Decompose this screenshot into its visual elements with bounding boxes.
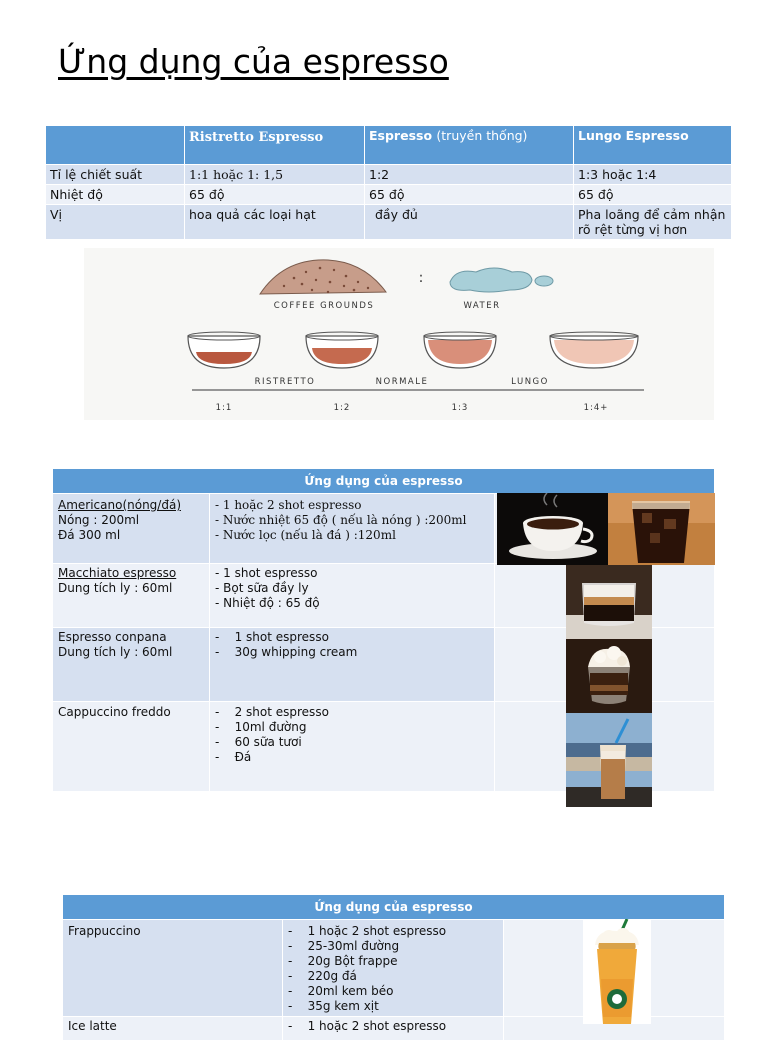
iced-americano-photo [608, 493, 715, 565]
cappuccino-freddo-photo [566, 713, 652, 807]
recipe-line: - Nhiệt độ : 65 độ [215, 596, 320, 610]
recipe-line: - 1 shot espresso [215, 630, 329, 644]
coffee-grounds-image [260, 260, 386, 294]
water-label: WATER [463, 301, 501, 311]
ratio-header-ristretto: Ristretto Espresso [185, 126, 365, 165]
recipe-line: - 1 hoặc 2 shot espresso [215, 498, 362, 512]
ratio-header-espresso [365, 126, 574, 165]
cup-label-ristretto: RISTRETTO [254, 377, 316, 387]
recipe-line: - 10ml đường [215, 720, 307, 734]
ratio-row [46, 185, 732, 205]
drink-detail: Dung tích ly : 60ml [58, 645, 173, 659]
recipe-line: - 60 sữa tươi [215, 735, 302, 749]
drink-recipe-cell [210, 494, 495, 564]
page-title: Ứng dụng của espresso [58, 42, 449, 81]
ratio-header-lungo: Lungo Espresso [574, 126, 732, 165]
extraction-ratio-illustration [84, 248, 714, 420]
recipe-line: - Bọt sữa đầy ly [215, 581, 309, 595]
drink-recipe-cell [283, 1017, 504, 1041]
drink-recipe-cell [210, 702, 495, 792]
ratio-header-espresso-sub: (truyền thống) [436, 128, 528, 143]
ratio-1-3: 1:3 [451, 403, 469, 413]
ratio-row [46, 205, 732, 240]
cup-label-normale: NORMALE [375, 377, 429, 387]
hot-americano-photo [497, 493, 608, 565]
drink-name: Americano(nóng/đá) [58, 498, 181, 512]
water-image [450, 268, 553, 292]
ratio-table-header-row [46, 126, 732, 165]
ratio-header-empty [46, 126, 185, 165]
drink-recipe-cell [210, 628, 495, 702]
recipe-line: - 20ml kem béo [288, 984, 394, 998]
drink-detail: Đá 300 ml [58, 528, 121, 542]
ratio-colon: : [418, 270, 424, 286]
coffee-grounds-label: COFFEE GROUNDS [273, 301, 375, 311]
ratio-cell: 1:2 [365, 165, 574, 185]
drink-detail: Dung tích ly : 60ml [58, 581, 173, 595]
ratio-1-1: 1:1 [215, 403, 233, 413]
drink-recipe-cell [283, 920, 504, 1017]
extraction-ratio-table [46, 126, 732, 240]
table-header-row [53, 469, 715, 494]
recipe-line: - 35g kem xịt [288, 999, 379, 1013]
ratio-cell: Pha loãng để cảm nhận rõ rệt từng vị hơn [574, 205, 732, 240]
drink-name-cell [63, 1017, 283, 1041]
drink-name-cell [53, 628, 210, 702]
drink-name: Frappuccino [68, 924, 141, 938]
drink-name-cell [53, 702, 210, 792]
recipe-line: - 1 hoặc 2 shot espresso [288, 924, 447, 938]
recipe-line: - 1 hoặc 2 shot espresso [288, 1019, 447, 1033]
ratio-1-4-plus: 1:4+ [583, 403, 609, 413]
normale-cup-image [306, 332, 378, 368]
ratio-cell: đầy đủ [365, 205, 574, 240]
recipe-line: - 2 shot espresso [215, 705, 329, 719]
con-panna-photo [566, 639, 652, 713]
ratio-cell: 65 độ [574, 185, 732, 205]
recipe-line: - 220g đá [288, 969, 357, 983]
drink-name: Ice latte [68, 1019, 117, 1033]
ratio-row [46, 165, 732, 185]
ratio-cell: hoa quả các loại hạt [185, 205, 365, 240]
ratio-1-2: 1:2 [333, 403, 351, 413]
drink-name-cell [63, 920, 283, 1017]
frappuccino-photo [583, 919, 651, 1024]
drink-name-cell [53, 564, 210, 628]
drink-name-cell [53, 494, 210, 564]
ratio-cell: 65 độ [365, 185, 574, 205]
drink-name: Macchiato espresso [58, 566, 177, 580]
recipe-line: - Nước nhiệt 65 độ ( nếu là nóng ) :200ml [215, 513, 467, 527]
table-header-row [63, 895, 725, 920]
ratio-row-label: Nhiệt độ [46, 185, 185, 205]
ratio-cell: 1:1 hoặc 1: 1,5 [185, 165, 365, 185]
ratio-row-label: Vị [46, 205, 185, 240]
drink-name: Espresso conpana [58, 630, 167, 644]
ratio-cell: 65 độ [185, 185, 365, 205]
macchiato-photo [566, 565, 652, 639]
table-header: Ứng dụng của espresso [63, 895, 725, 920]
recipe-line: - 25-30ml đường [288, 939, 400, 953]
ratio-header-espresso-main: Espresso [369, 128, 433, 143]
cup-label-lungo: LUNGO [511, 377, 549, 387]
recipe-line: - Nước lọc (nếu là đá ) :120ml [215, 528, 396, 542]
drink-recipe-cell [210, 564, 495, 628]
recipe-line: - 30g whipping cream [215, 645, 358, 659]
recipe-line: - Đá [215, 750, 252, 764]
recipe-line: - 20g Bột frappe [288, 954, 398, 968]
lungo-plus-cup-image [550, 332, 638, 368]
ratio-cell: 1:3 hoặc 1:4 [574, 165, 732, 185]
recipe-line: - 1 shot espresso [215, 566, 318, 580]
drink-detail: Nóng : 200ml [58, 513, 140, 527]
table-header: Ứng dụng của espresso [53, 469, 715, 494]
ratio-row-label: Tỉ lệ chiết suất [46, 165, 185, 185]
ristretto-cup-image [188, 332, 260, 368]
drink-name: Cappuccino freddo [58, 705, 171, 719]
lungo-cup-image [424, 332, 496, 368]
